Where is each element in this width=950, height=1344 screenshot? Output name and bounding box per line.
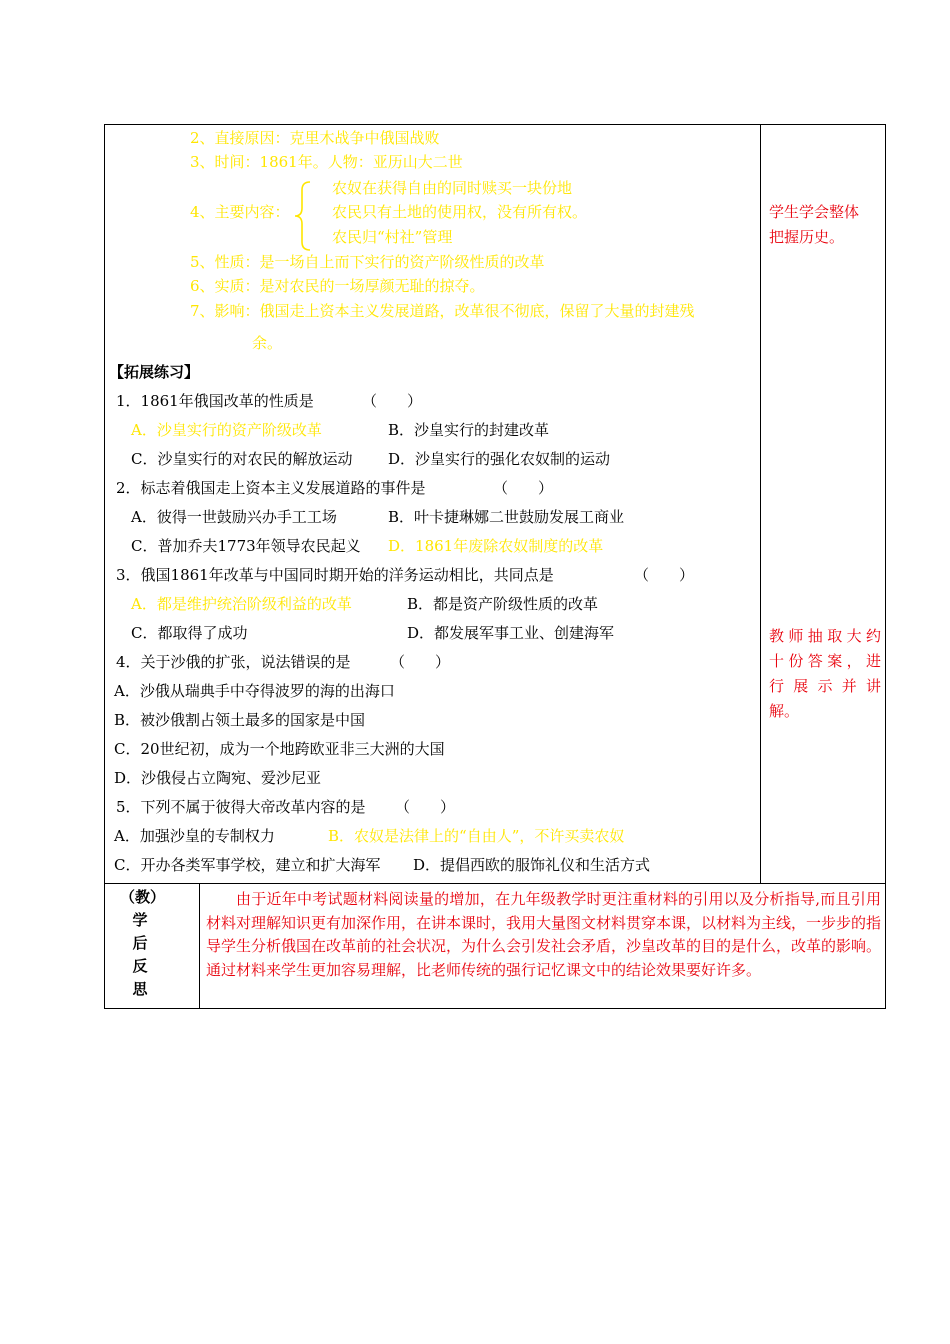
teaching-note-1 [769, 200, 881, 250]
teaching-note-2-line: 十份答案，进 [769, 652, 881, 670]
question-3-option-a: A．都是维护统治阶级利益的改革 [131, 595, 352, 613]
question-2-bracket: （ ） [493, 479, 554, 497]
reflection-label-char: （教） [120, 888, 166, 906]
question-5-stem: 5．下列不属于彼得大帝改革内容的是 [116, 798, 366, 816]
reflection-label-char: 后 [132, 934, 148, 952]
question-5-option-d: D．提倡西欧的服饰礼仪和生活方式 [413, 856, 651, 874]
question-1-bracket: （ ） [362, 392, 423, 410]
question-2-option-b: B．叶卡捷琳娜二世鼓励发展工商业 [388, 508, 625, 526]
table-top-border [104, 124, 886, 125]
question-5-option-b: B．农奴是法律上的“自由人”，不许买卖农奴 [328, 827, 625, 845]
notes-column-divider [760, 124, 761, 884]
question-3-option-c: C．都取得了成功 [131, 624, 248, 642]
question-1-option-c: C．沙皇实行的对农民的解放运动 [131, 450, 353, 468]
question-4-option-d: D．沙俄侵占立陶宛、爱沙尼亚 [114, 769, 322, 787]
question-1-option-b: B．沙皇实行的封建改革 [388, 421, 550, 439]
teaching-note-1-line: 学生学会整体 [769, 203, 860, 221]
practice-heading: 【拓展练习】 [109, 363, 200, 381]
summary-item-6: 6、实质：是对农民的一场厚颜无耻的掠夺。 [190, 277, 485, 295]
reflection-label-char: 反 [132, 957, 148, 975]
summary-item-4-line-3: 农民归“村社”管理 [332, 228, 453, 246]
summary-item-7-line-2: 余。 [252, 334, 283, 352]
question-2-stem: 2．标志着俄国走上资本主义发展道路的事件是 [116, 479, 426, 497]
summary-item-4-line-2: 农民只有土地的使用权，没有所有权。 [332, 203, 588, 221]
question-3-bracket: （ ） [634, 566, 695, 584]
question-4-bracket: （ ） [390, 653, 451, 671]
question-3-stem: 3．俄国1861年改革与中国同时期开始的洋务运动相比，共同点是 [116, 566, 554, 584]
table-bottom-border [104, 1008, 886, 1009]
question-4-option-a: A．沙俄从瑞典手中夺得波罗的海的出海口 [114, 682, 395, 700]
table-left-border [104, 124, 105, 1009]
question-5-bracket: （ ） [395, 798, 456, 816]
reflection-label-char: 学 [132, 911, 148, 929]
question-1-option-d: D．沙皇实行的强化农奴制的运动 [388, 450, 611, 468]
question-4-stem: 4．关于沙俄的扩张，说法错误的是 [116, 653, 351, 671]
teaching-note-2-line: 行展示并讲 [769, 677, 881, 695]
reflection-label [120, 886, 166, 1001]
teaching-note-1-line: 把握历史。 [769, 228, 845, 246]
teaching-note-2 [769, 624, 881, 724]
question-1-option-a: A．沙皇实行的资产阶级改革 [131, 421, 322, 439]
reflection-text: 由于近年中考试题材料阅读量的增加，在九年级教学时更注重材料的引用以及分析指导,而且引用材料对理解知识更有加深作用，在讲本课时，我用大量图文材料贯穿本课，以材料为主线，一步步的指导学生分析俄国在改革前的社会状况，为什么会引发社会矛盾，沙皇改革的目的是什么，改革的影响。通过材料来学生更加容易理解，比老师传统的强行记忆课文中的结论效果要好许多。 [206, 890, 882, 979]
question-3-option-b: B．都是资产阶级性质的改革 [407, 595, 599, 613]
table-right-border [885, 124, 886, 1009]
teaching-note-2-line: 教师抽取大约 [769, 627, 881, 645]
question-5-option-a: A．加强沙皇的专制权力 [114, 827, 275, 845]
table-row-divider [104, 883, 886, 884]
question-2-option-a: A．彼得一世鼓励兴办手工工场 [131, 508, 337, 526]
summary-item-5: 5、性质：是一场自上而下实行的资产阶级性质的改革 [190, 253, 545, 271]
teaching-note-2-line: 解。 [769, 702, 800, 720]
question-1-stem: 1．1861年俄国改革的性质是 [116, 392, 314, 410]
left-brace-icon [292, 180, 314, 252]
summary-item-3: 3、时间：1861年。人物：亚历山大二世 [190, 153, 463, 171]
question-2-option-d: D．1861年废除农奴制度的改革 [388, 537, 604, 555]
summary-item-4-line-1: 农奴在获得自由的同时赎买一块份地 [332, 179, 573, 197]
summary-item-2: 2、直接原因：克里木战争中俄国战败 [190, 129, 440, 147]
summary-item-4-label: 4、主要内容： [190, 203, 290, 221]
reflection-label-char: 思 [132, 980, 148, 998]
question-3-option-d: D．都发展军事工业、创建海军 [407, 624, 615, 642]
question-4-option-b: B．被沙俄割占领土最多的国家是中国 [114, 711, 366, 729]
reflection-label-divider [199, 883, 200, 1009]
question-2-option-c: C．普加乔夫1773年领导农民起义 [131, 537, 361, 555]
question-5-option-c: C．开办各类军事学校，建立和扩大海军 [114, 856, 381, 874]
question-4-option-c: C．20世纪初，成为一个地跨欧亚非三大洲的大国 [114, 740, 445, 758]
summary-item-7-line-1: 7、影响：俄国走上资本主义发展道路，改革很不彻底，保留了大量的封建残 [190, 302, 695, 320]
